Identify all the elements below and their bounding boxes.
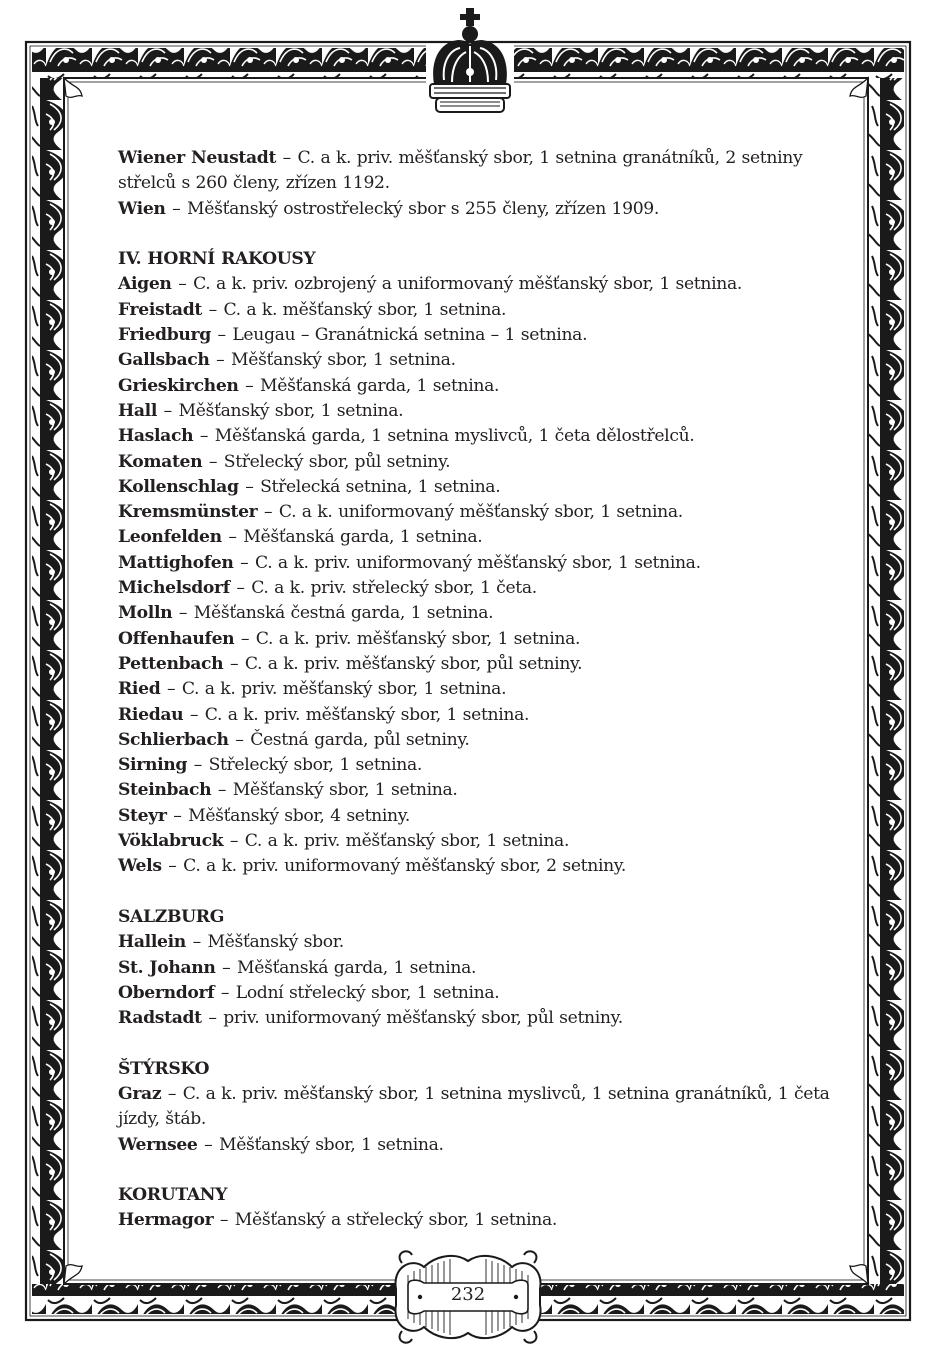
entry-separator: – xyxy=(212,780,232,801)
entry-place: Steyr xyxy=(118,805,167,826)
entry-description: Střelecký sbor, 1 setnina. xyxy=(208,755,422,776)
region-section xyxy=(118,1057,838,1158)
entry-place: Offenhaufen xyxy=(118,628,235,649)
entry-separator: – xyxy=(162,1083,182,1104)
entry xyxy=(118,956,838,981)
entry-place: Wien xyxy=(118,198,166,219)
entry-description: Měšťanský sbor, 1 setnina. xyxy=(232,780,458,801)
entry-description: Střelecký sbor, půl setniny. xyxy=(223,451,451,472)
section-heading: SALZBURG xyxy=(118,906,225,927)
entry-separator: – xyxy=(188,755,208,776)
entry-description: Měšťanský a střelecký sbor, 1 setnina. xyxy=(234,1210,557,1231)
region-section xyxy=(118,1183,838,1234)
entry-place: Gallsbach xyxy=(118,350,210,371)
entry xyxy=(118,374,838,399)
page-number: 232 xyxy=(450,1284,486,1305)
entry-place: Wiener Neustadt xyxy=(118,148,277,168)
entry-separator: – xyxy=(158,400,178,421)
section-heading: ŠTÝRSKO xyxy=(118,1058,210,1079)
entry-place: Kremsmünster xyxy=(118,502,258,523)
entry-place: Wels xyxy=(118,856,162,877)
entry-description: C. a k. priv. střelecký sbor, 1 četa. xyxy=(251,578,537,599)
entry xyxy=(118,677,838,702)
entry-separator: – xyxy=(202,1008,223,1029)
entry-separator: – xyxy=(186,932,207,953)
entry xyxy=(118,728,838,753)
entry-description: Měšťanská garda, 1 setnina. xyxy=(243,527,483,548)
entry-separator: – xyxy=(214,1210,234,1231)
entry-description: C. a k. priv. ozbrojený a uniformovaný měšťanský sbor, 1 setnina. xyxy=(193,274,742,295)
entry-place: Schlierbach xyxy=(118,729,229,750)
entry-separator: – xyxy=(194,426,214,447)
entry-description: Lodní střelecký sbor, 1 setnina. xyxy=(235,982,500,1003)
entry-description: Měšťanský ostrostřelecký sbor s 255 členy, zřízen 1909. xyxy=(187,198,660,219)
entry-place: Riedau xyxy=(118,704,184,725)
entry xyxy=(118,652,838,677)
entry-place: Hermagor xyxy=(118,1210,214,1231)
entry xyxy=(118,298,838,323)
entry-separator: – xyxy=(239,476,260,497)
entry-description: C. a k. priv. měšťanský sbor, 1 setnina. xyxy=(181,679,507,700)
entry-place: Wernsee xyxy=(118,1134,198,1155)
entry-separator: – xyxy=(215,982,235,1003)
entry-place: Grieskirchen xyxy=(118,375,239,396)
entry xyxy=(118,525,838,550)
entry-description: C. a k. priv. uniformovaný měšťanský sbor, 2 setniny. xyxy=(183,856,626,877)
entry-place: Kollenschlag xyxy=(118,476,239,497)
entry-separator: – xyxy=(161,679,181,700)
entry-description: C. a k. priv. měšťanský sbor, 1 setnina granátníků, 2 setniny střelců s 260 členy, zřízen 1192. xyxy=(118,148,803,194)
crown-icon xyxy=(426,8,514,112)
entry xyxy=(118,272,838,297)
entry xyxy=(118,778,838,803)
entry-place: Leonfelden xyxy=(118,527,222,548)
entry-description: Čestná garda, půl setniny. xyxy=(250,729,470,750)
entry-place: Haslach xyxy=(118,426,194,447)
entry-description: C. a k. uniformovaný měšťanský sbor, 1 setnina. xyxy=(278,502,683,523)
entry-separator: – xyxy=(172,274,193,295)
entry-place: Oberndorf xyxy=(118,982,215,1003)
entry-separator: – xyxy=(277,148,297,168)
entry-separator: – xyxy=(235,628,255,649)
entry-place: Michelsdorf xyxy=(118,578,230,599)
entry xyxy=(118,197,838,222)
entry-separator: – xyxy=(210,350,230,371)
entry-separator: – xyxy=(211,325,232,346)
entry-separator: – xyxy=(239,375,260,396)
entry xyxy=(118,1082,838,1133)
entry-separator: – xyxy=(162,856,183,877)
entry-description: Měšťanský sbor. xyxy=(207,932,344,953)
entry-description: Měšťanský sbor, 1 setnina. xyxy=(218,1134,444,1155)
entry-description: Měšťanská čestná garda, 1 setnina. xyxy=(193,603,494,624)
entry-place: Hall xyxy=(118,400,158,421)
entry-description: Měšťanský sbor, 4 setniny. xyxy=(188,805,410,826)
entry xyxy=(118,804,838,829)
entry-place: Sirning xyxy=(118,755,188,776)
section-heading: IV. HORNÍ RAKOUSY xyxy=(118,249,316,270)
entry-place: Radstadt xyxy=(118,1008,202,1029)
entry-description: Měšťanská garda, 1 setnina. xyxy=(237,957,477,978)
entry-description: C. a k. měšťanský sbor, 1 setnina. xyxy=(223,299,507,320)
entry xyxy=(118,854,838,879)
entry-place: Aigen xyxy=(118,274,172,295)
entry-description: Měšťanská garda, 1 setnina. xyxy=(260,375,500,396)
entry-separator: – xyxy=(202,299,223,320)
entry xyxy=(118,753,838,778)
entry-description: Měšťanský sbor, 1 setnina. xyxy=(231,350,456,371)
entry-separator: – xyxy=(234,552,255,573)
intro-section xyxy=(118,146,838,222)
entry-separator: – xyxy=(198,1134,218,1155)
section-heading: KORUTANY xyxy=(118,1185,228,1206)
entry-place: Graz xyxy=(118,1083,162,1104)
entry xyxy=(118,450,838,475)
entry-separator: – xyxy=(222,527,243,548)
entry-separator: – xyxy=(167,805,188,826)
entry-description: C. a k. priv. měšťanský sbor, 1 setnina. xyxy=(244,831,570,852)
entry xyxy=(118,829,838,854)
entry-place: Steinbach xyxy=(118,780,212,801)
entry xyxy=(118,551,838,576)
entry-place: Komaten xyxy=(118,451,203,472)
entry-description: C. a k. priv. měšťanský sbor, 1 setnina. xyxy=(204,704,530,725)
entry xyxy=(118,1208,838,1233)
entry-separator: – xyxy=(230,578,251,599)
entry-separator: – xyxy=(229,729,250,750)
entry xyxy=(118,703,838,728)
entry xyxy=(118,475,838,500)
entry-description: Leugau – Granátnická setnina – 1 setnina. xyxy=(232,325,588,346)
entry-separator: – xyxy=(173,603,193,624)
entry-description: C. a k. priv. měšťanský sbor, půl setniny. xyxy=(244,653,583,674)
page-content xyxy=(118,146,838,1234)
entry xyxy=(118,1006,838,1031)
region-section xyxy=(118,905,838,1031)
entry-separator: – xyxy=(258,502,278,523)
entry-description: priv. uniformovaný měšťanský sbor, půl setniny. xyxy=(223,1008,623,1029)
entry-description: C. a k. priv. uniformovaný měšťanský sbor, 1 setnina. xyxy=(255,552,701,573)
entry-place: Molln xyxy=(118,603,173,624)
entry-separator: – xyxy=(166,198,187,219)
entry-description: Střelecká setnina, 1 setnina. xyxy=(260,476,501,497)
entry-separator: – xyxy=(203,451,223,472)
entry-description: C. a k. priv. měšťanský sbor, 1 setnina. xyxy=(255,628,581,649)
entry-separator: – xyxy=(224,653,244,674)
entry-place: Pettenbach xyxy=(118,653,224,674)
entry-place: Friedburg xyxy=(118,325,211,346)
entry xyxy=(118,348,838,373)
entry xyxy=(118,576,838,601)
entry xyxy=(118,981,838,1006)
entry-description: Měšťanská garda, 1 setnina myslivců, 1 četa dělostřelců. xyxy=(214,426,695,447)
entry xyxy=(118,146,838,197)
entry-place: Mattighofen xyxy=(118,552,234,573)
region-section xyxy=(118,247,838,879)
entry xyxy=(118,1133,838,1158)
entry-description: C. a k. priv. měšťanský sbor, 1 setnina myslivců, 1 setnina granátníků, 1 četa jízdy, štáb. xyxy=(118,1083,830,1130)
entry-place: Ried xyxy=(118,679,161,700)
entry xyxy=(118,601,838,626)
entry-place: Vöklabruck xyxy=(118,831,224,852)
entry xyxy=(118,500,838,525)
entry xyxy=(118,627,838,652)
entry-place: Freistadt xyxy=(118,299,202,320)
entry xyxy=(118,323,838,348)
entry-place: Hallein xyxy=(118,932,186,953)
entry-separator: – xyxy=(184,704,204,725)
entry-description: Měšťanský sbor, 1 setnina. xyxy=(178,400,404,421)
entry xyxy=(118,930,838,955)
entry-separator: – xyxy=(224,831,244,852)
entry-separator: – xyxy=(216,957,237,978)
entry xyxy=(118,424,838,449)
entry-place: St. Johann xyxy=(118,957,216,978)
entry xyxy=(118,399,838,424)
